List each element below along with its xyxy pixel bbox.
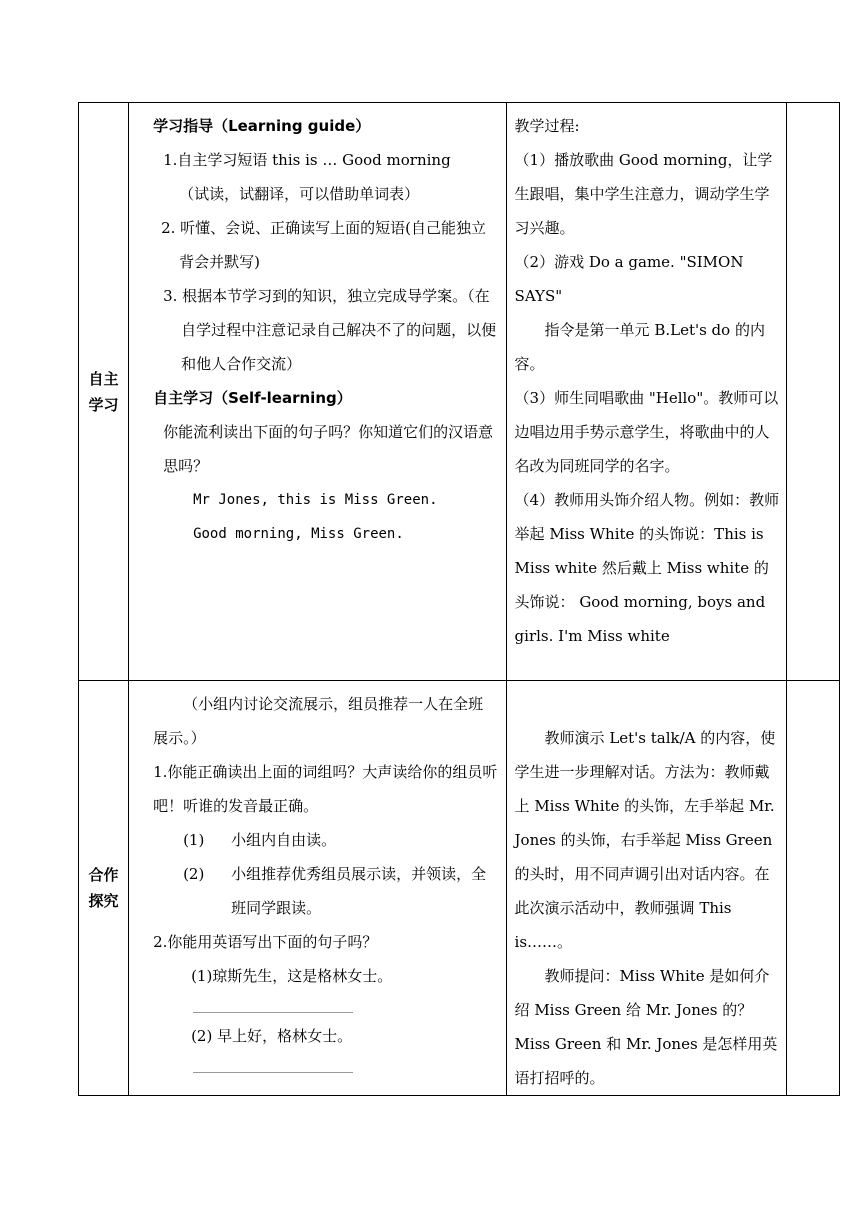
self-learning-row — [79, 103, 840, 681]
question-1: 1.你能正确读出上面的词组吗？大声读给你的组员听吧！听谁的发音最正确。 — [153, 763, 498, 815]
row-label-self-learning: 自主 学习 — [79, 103, 129, 681]
learning-guide-title: 学习指导（Learning guide） — [153, 117, 371, 135]
teaching-process-content — [506, 103, 786, 681]
teaching-process-heading: 教学过程: — [514, 117, 580, 135]
guide-item-1: 1.自主学习短语 this is … Good morning — [163, 151, 451, 169]
self-learning-title: 自主学习（Self-learning） — [153, 389, 352, 407]
self-learning-content — [129, 103, 506, 681]
answer-blank-2[interactable] — [193, 1071, 353, 1073]
question-1-sub-1: (1) 小组内自由读。 — [183, 831, 337, 849]
question-2-sub-1: (1)琼斯先生，这是格林女士。 — [191, 967, 393, 985]
question-2: 2.你能用英语写出下面的句子吗？ — [153, 933, 378, 951]
demonstration-paragraph-2: 教师提问：Miss White 是如何介绍 Miss Green 给 Mr. Jones 的？Miss Green 和 Mr. Jones 是怎样用英语打招呼的。 — [514, 967, 778, 1087]
guide-item-3: 3. 根据本节学习到的知识，独立完成导学案。（在自学过程中注意记录自己解决不了的问题，以便和他人合作交流） — [163, 287, 497, 373]
lesson-plan-table — [78, 102, 840, 1096]
group-intro: （小组内讨论交流展示，组员推荐一人在全班展示。） — [153, 695, 484, 747]
demonstration-content — [506, 681, 786, 1096]
teaching-step-2: （2）游戏 Do a game. "SIMON SAYS" — [514, 253, 744, 305]
cooperative-inquiry-content — [129, 681, 506, 1096]
self-learning-question: 你能流利读出下面的句子吗？你知道它们的汉语意思吗？ — [163, 423, 494, 475]
teaching-step-3: （3）师生同唱歌曲 "Hello"。教师可以边唱边用手势示意学生，将歌曲中的人名改为同班同学的名字。 — [514, 389, 779, 475]
question-1-sub-2: (2) 小组推荐优秀组员展示读，并领读，全班同学跟读。 — [183, 865, 487, 917]
guide-item-2: 2. 听懂、会说、正确读写上面的短语(自己能独立背会并默写) — [161, 219, 486, 271]
sentence-1: Mr Jones, this is Miss Green. — [193, 492, 438, 508]
teaching-step-4: （4）教师用头饰介绍人物。例如：教师举起 Miss White 的头饰说：This is Miss white 然后戴上 Miss white 的头饰说： Good morning, boys and girls. I'm Miss white — [514, 491, 780, 645]
guide-item-1-note: （试读，试翻译，可以借助单词表） — [179, 185, 420, 203]
blank-cell — [786, 103, 839, 681]
teaching-step-2-note: 指令是第一单元 B.Let's do 的内容。 — [514, 321, 765, 373]
sentence-2: Good morning, Miss Green. — [193, 526, 404, 542]
demonstration-paragraph-1: 教师演示 Let's talk/A 的内容，使学生进一步理解对话。方法为：教师戴上 Miss White 的头饰，左手举起 Mr. Jones 的头饰，右手举起 Miss Green 的头时，用不同声调引出对话内容。在此次演示活动中，教师强调 This is……。 — [514, 729, 776, 951]
blank-cell — [786, 681, 839, 1096]
teaching-step-1: （1）播放歌曲 Good morning，让学生跟唱，集中学生注意力，调动学生学习兴趣。 — [514, 151, 773, 237]
answer-blank-1[interactable] — [193, 1011, 353, 1013]
question-2-sub-2: (2) 早上好，格林女士。 — [191, 1027, 353, 1045]
row-label-cooperative-inquiry: 合作 探究 — [79, 681, 129, 1096]
cooperative-inquiry-row — [79, 681, 840, 1096]
